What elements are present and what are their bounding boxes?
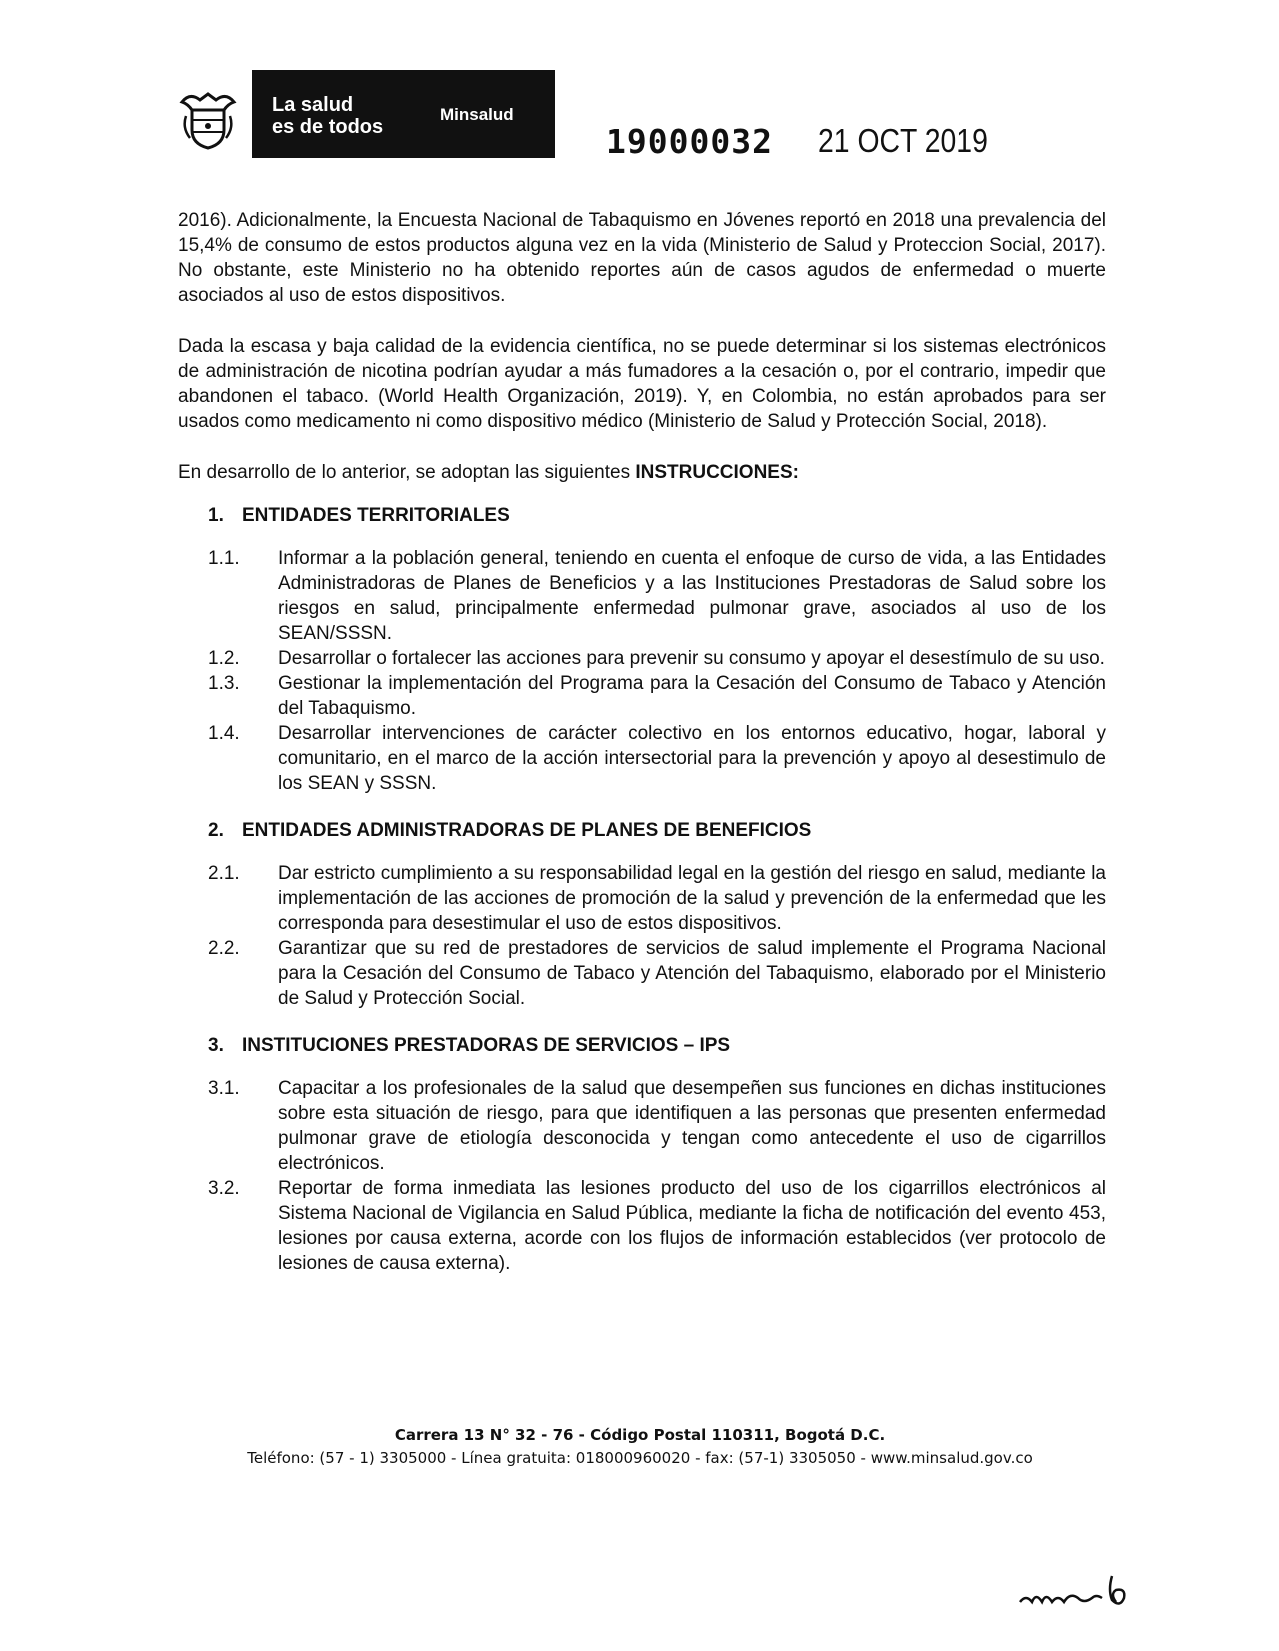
body-paragraph-2: Dada la escasa y baja calidad de la evidencia científica, no se puede determinar si los sistemas electrónicos de administración de nicotina podrían ayudar a más fumadores a la cesación o, por el contrario, impedir que abandonen el tabaco. (World Health Organización, 2019). Y, en Colombia, no están aprobados para ser usados como medicamento ni como dispositivo médico (Ministerio de Salud y Protección Social, 2018). <box>178 336 1106 432</box>
list-item: 2.1. Dar estricto cumplimiento a su responsabilidad legal en la gestión del riesgo en salud, mediante la implementación de las acciones de promoción de la salud y prevención de la enfermedad que les corresponda para desestimular el uso de estos dispositivos. <box>208 863 1106 934</box>
list-item: 1.3. Gestionar la implementación del Programa para la Cesación del Consumo de Tabaco y Atención del Tabaquismo. <box>208 673 1106 719</box>
list-item: 2.2. Garantizar que su red de prestadores de servicios de salud implemente el Programa Nacional para la Cesación del Consumo de Tabaco y Atención del Tabaquismo, elaborado por el Ministerio de Salud y Protección Social. <box>208 938 1106 1009</box>
handwritten-initials-icon <box>1012 1568 1132 1618</box>
page-footer <box>150 1424 1130 1470</box>
coat-of-arms-icon <box>176 88 240 152</box>
section-title-1: 1. ENTIDADES TERRITORIALES <box>208 505 510 526</box>
section-title-2: 2. ENTIDADES ADMINISTRADORAS DE PLANES DE BENEFICIOS <box>208 820 812 841</box>
section-1-items <box>208 546 1106 796</box>
list-item: 3.2. Reportar de forma inmediata las lesiones producto del uso de los cigarrillos electrónicos al Sistema Nacional de Vigilancia en Salud Pública, mediante la ficha de notificación del evento 453, lesiones por causa externa, acorde con los flujos de información establecidos (ver protocolo de lesiones de causa externa). <box>208 1178 1106 1274</box>
body-paragraph-1: 2016). Adicionalmente, la Encuesta Nacional de Tabaquismo en Jóvenes reportó en 2018 una prevalencia del 15,4% de consumo de estos productos alguna vez en la vida (Ministerio de Salud y Proteccion Social, 2017). No obstante, este Ministerio no ha obtenido reportes aún de casos agudos de enfermedad o muerte asociados al uso de estos dispositivos. <box>178 210 1106 306</box>
list-item: 1.4. Desarrollar intervenciones de carácter colectivo en los entornos educativo, hogar, laboral y comunitario, en el marco de la acción intersectorial para la prevención y apoyo al desestimulo de los SEAN y SSSN. <box>208 723 1106 794</box>
footer-contact: Teléfono: (57 - 1) 3305000 - Línea gratuita: 018000960020 - fax: (57-1) 3305050 - www.minsalud.gov.co <box>247 1449 1033 1467</box>
list-item: 1.2. Desarrollar o fortalecer las acciones para prevenir su consumo y apoyar el desestímulo de su uso. <box>208 648 1105 669</box>
section-2-items <box>208 861 1106 1011</box>
section-title-3: 3. INSTITUCIONES PRESTADORAS DE SERVICIOS – IPS <box>208 1035 731 1056</box>
section-3-items <box>208 1076 1106 1276</box>
instructions-intro: En desarrollo de lo anterior, se adoptan las siguientes INSTRUCCIONES: <box>178 462 799 483</box>
document-body <box>178 208 1106 1276</box>
list-item: 1.1. Informar a la población general, teniendo en cuenta el enfoque de curso de vida, a las Entidades Administradoras de Planes de Beneficios y a las Instituciones Prestadoras de Salud sobre los riesgos en salud, principalmente enfermedad pulmonar grave, asociados al uso de los SEAN/SSSN. <box>208 548 1106 644</box>
brand-banner <box>252 70 555 158</box>
document-date: 21 OCT 2019 <box>818 122 988 159</box>
brand-name: Minsalud <box>440 105 514 124</box>
letterhead <box>176 70 1076 162</box>
list-item: 3.1. Capacitar a los profesionales de la salud que desempeñen sus funciones en dichas instituciones sobre esta situación de riesgo, para que identifiquen a las personas que presenten enfermedad pulmonar grave de etiología desconocida y tengan como antecedente el uso de cigarrillos electrónicos. <box>208 1078 1106 1174</box>
footer-address: Carrera 13 N° 32 - 76 - Código Postal 110311, Bogotá D.C. <box>394 1426 886 1444</box>
brand-slogan: La salud es de todos <box>272 94 384 138</box>
document-number: 19000032 <box>606 122 773 161</box>
